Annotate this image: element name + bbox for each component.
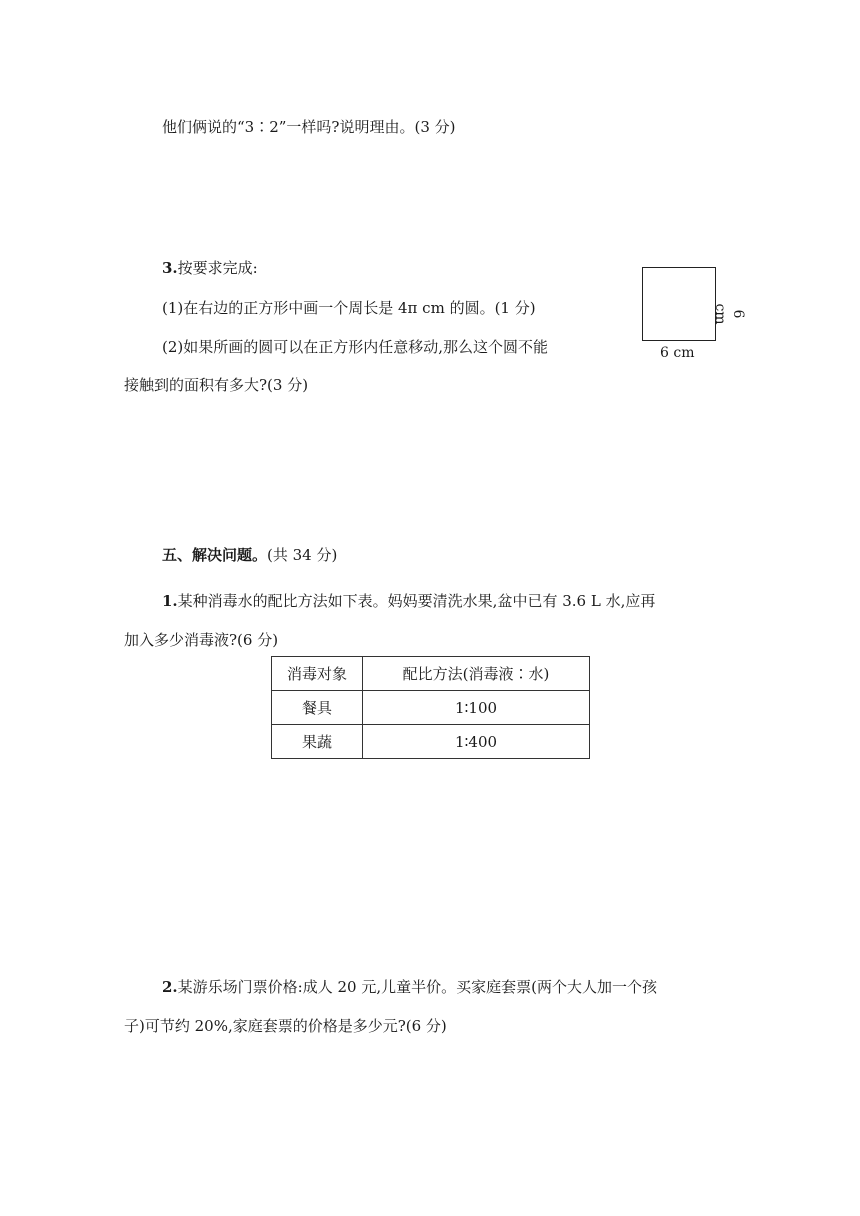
- q3-part1: (1)在右边的正方形中画一个周长是 4π cm 的圆。(1 分): [162, 299, 536, 317]
- p1-number: 1.: [162, 592, 178, 610]
- table-header-cell: 消毒对象: [272, 657, 363, 691]
- table-header-row: [272, 657, 590, 691]
- p1-line2: 加入多少消毒液?(6 分): [124, 631, 279, 649]
- p1-line1: [162, 591, 655, 611]
- square-side-label: 6 cm: [712, 303, 746, 325]
- square-figure: [642, 267, 716, 341]
- q3-part2-line2: 接触到的面积有多大?(3 分): [124, 376, 309, 394]
- p2-number: 2.: [162, 978, 178, 996]
- section5-score: (共 34 分): [267, 546, 338, 564]
- table-cell: 1∶400: [363, 725, 590, 759]
- intro-question: 他们俩说的“3∶2”一样吗?说明理由。(3 分): [162, 118, 456, 136]
- table-cell: 1∶100: [363, 691, 590, 725]
- table-cell: 果蔬: [272, 725, 363, 759]
- section5-heading: [162, 545, 337, 565]
- p2-text-line1: 某游乐场门票价格:成人 20 元,儿童半价。买家庭套票(两个大人加一个孩: [177, 978, 657, 996]
- table-header-cell: 配比方法(消毒液∶水): [363, 657, 590, 691]
- p1-text-line1: 某种消毒水的配比方法如下表。妈妈要清洗水果,盆中已有 3.6 L 水,应再: [177, 592, 656, 610]
- table-row: [272, 691, 590, 725]
- p2-line2: 子)可节约 20%,家庭套票的价格是多少元?(6 分): [124, 1017, 447, 1035]
- p2-line1: [162, 977, 657, 997]
- table-row: [272, 725, 590, 759]
- table-cell: 餐具: [272, 691, 363, 725]
- q3-heading: [162, 258, 258, 278]
- q3-number: 3.: [162, 259, 178, 277]
- section5-title: 五、解决问题。: [162, 546, 268, 564]
- q3-title: 按要求完成:: [177, 259, 258, 277]
- square-bottom-label: 6 cm: [660, 345, 695, 361]
- ratio-table: [271, 656, 590, 759]
- q3-part2-line1: (2)如果所画的圆可以在正方形内任意移动,那么这个圆不能: [162, 338, 549, 356]
